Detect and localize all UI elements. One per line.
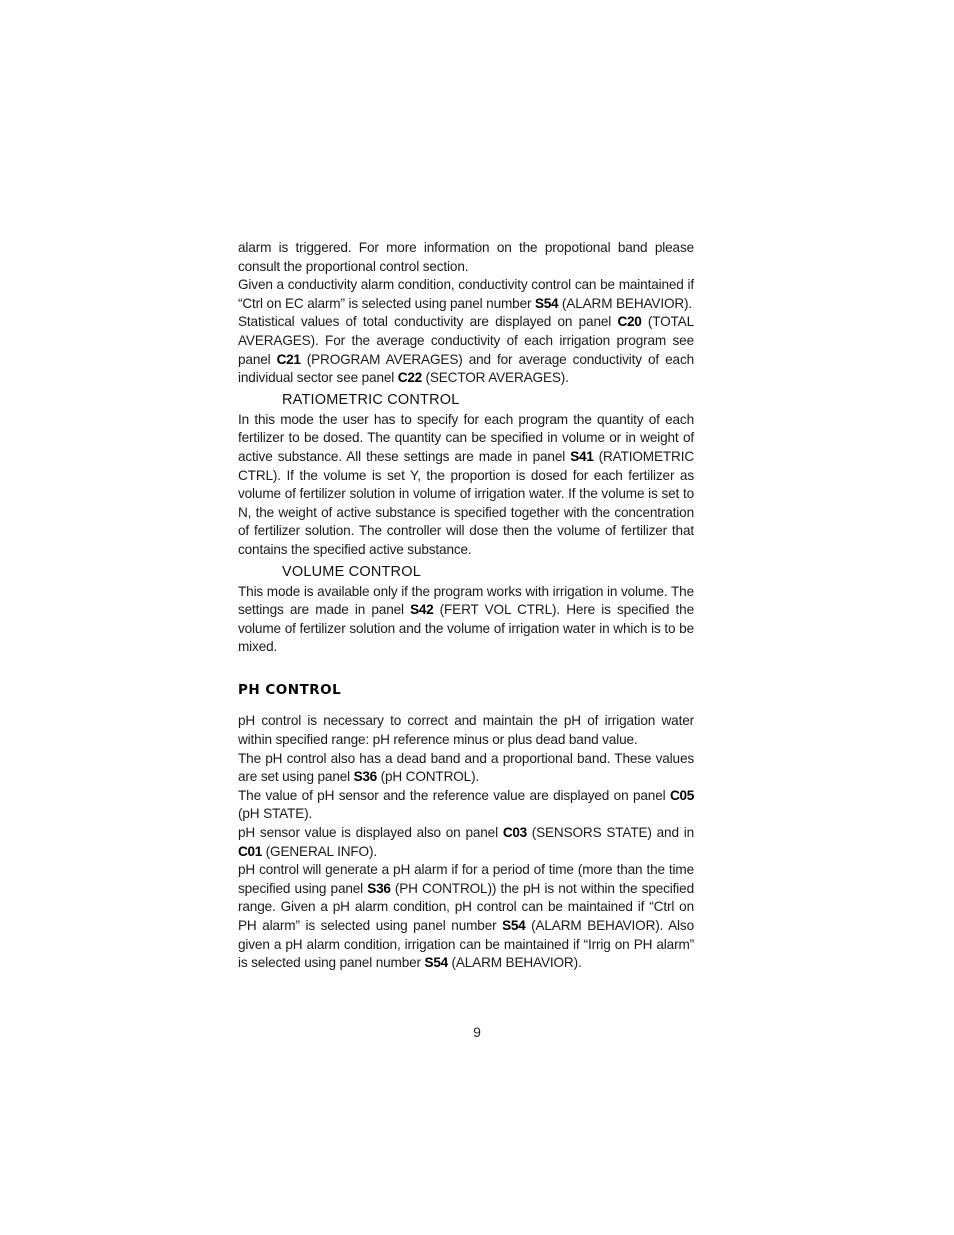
intro-paragraph-2 <box>238 276 694 313</box>
text-run: The pH control also has a dead band and a proportional band. These values are set using panel <box>238 750 694 785</box>
ratiometric-paragraph <box>238 411 694 560</box>
ph-paragraph-4 <box>238 824 694 861</box>
text-run: (SECTOR AVERAGES). <box>421 370 569 386</box>
ph-paragraph-5 <box>238 861 694 973</box>
text-run: (ALARM BEHAVIOR). <box>447 955 582 971</box>
text-run: (PH CONTROL)) the pH is not within the specified range. Given a pH alarm condition, pH control can be maintained if “Ctrl on PH alarm” is selected using panel number <box>238 880 694 933</box>
text-column <box>238 239 694 973</box>
panel-code: C20 <box>617 314 642 330</box>
panel-code: S54 <box>534 295 559 311</box>
ph-paragraph-1: pH control is necessary to correct and maintain the pH of irrigation water within specified range: pH reference minus or plus dead band value. <box>238 713 694 748</box>
panel-code: C01 <box>238 843 263 859</box>
text-run: (PROGRAM AVERAGES) and for average conductivity of each individual sector see panel <box>238 351 694 386</box>
panel-code: S41 <box>570 448 594 464</box>
text-run: pH control will generate a pH alarm if for a period of time (more than the time specified using panel <box>238 862 694 896</box>
page-number: 9 <box>473 1024 481 1040</box>
text-run: This mode is available only if the program works with irrigation in volume. The settings are made in panel <box>238 583 694 618</box>
intro-paragraph-1: alarm is triggered. For more information on the propotional band please consult the proportional control section. <box>238 240 694 274</box>
panel-code: S54 <box>424 955 448 971</box>
panel-code: C21 <box>276 351 301 367</box>
volume-control-heading: VOLUME CONTROL <box>282 563 421 580</box>
ph-paragraph-3 <box>238 787 694 824</box>
ratiometric-control-heading: RATIOMETRIC CONTROL <box>282 391 460 408</box>
ph-paragraph-2 <box>238 750 694 787</box>
text-run: (pH STATE). <box>238 806 313 822</box>
text-run: The value of pH sensor and the reference value are displayed on panel <box>238 787 670 803</box>
text-run: (ALARM BEHAVIOR). <box>558 295 693 311</box>
panel-code: C03 <box>502 825 527 841</box>
ph-control-heading: PH CONTROL <box>238 681 342 698</box>
text-run: In this mode the user has to specify for each program the quantity of each fertilizer to be dosed. The quantity can be specified in volume or in weight of active substance. All these settings are made in panel <box>238 411 694 464</box>
panel-code: C05 <box>669 787 694 803</box>
text-run: (ALARM BEHAVIOR). Also given a pH alarm condition, irrigation can be maintained if “Irrig on PH alarm” is selected using panel number <box>238 918 694 971</box>
text-run: (GENERAL INFO). <box>262 843 377 859</box>
text-run: Given a conductivity alarm condition, conductivity control can be maintained if “Ctrl on EC alarm” is selected using panel number <box>238 277 694 311</box>
text-run: pH sensor value is displayed also on panel <box>238 825 503 841</box>
volume-paragraph <box>238 583 694 657</box>
text-run: (SENSORS STATE) and in <box>526 825 694 841</box>
panel-code: S36 <box>353 769 377 785</box>
intro-paragraph-3 <box>238 313 694 387</box>
text-run: (RATIOMETRIC CTRL). If the volume is set Y, the proportion is dosed for each fertilizer as volume of fertilizer solution in volume of irrigation water. If the volume is set to N, the weight of active substance is specified together with the concentration of fertilizer solution. The controller will dose then the volume of fertilizer that contains the specified active substance. <box>238 448 694 557</box>
panel-code: C22 <box>397 370 422 386</box>
text-run: (FERT VOL CTRL). Here is specified the volume of fertilizer solution and the volume of irrigation water in which is to be mixed. <box>238 602 694 655</box>
panel-code: S54 <box>502 918 526 933</box>
panel-code: S42 <box>410 602 434 618</box>
panel-code: S36 <box>367 880 391 896</box>
text-run: (pH CONTROL). <box>376 769 480 785</box>
text-run: (TOTAL AVERAGES). For the average conductivity of each irrigation program see panel <box>238 314 694 367</box>
text-run: Statistical values of total conductivity are displayed on panel <box>238 314 618 330</box>
